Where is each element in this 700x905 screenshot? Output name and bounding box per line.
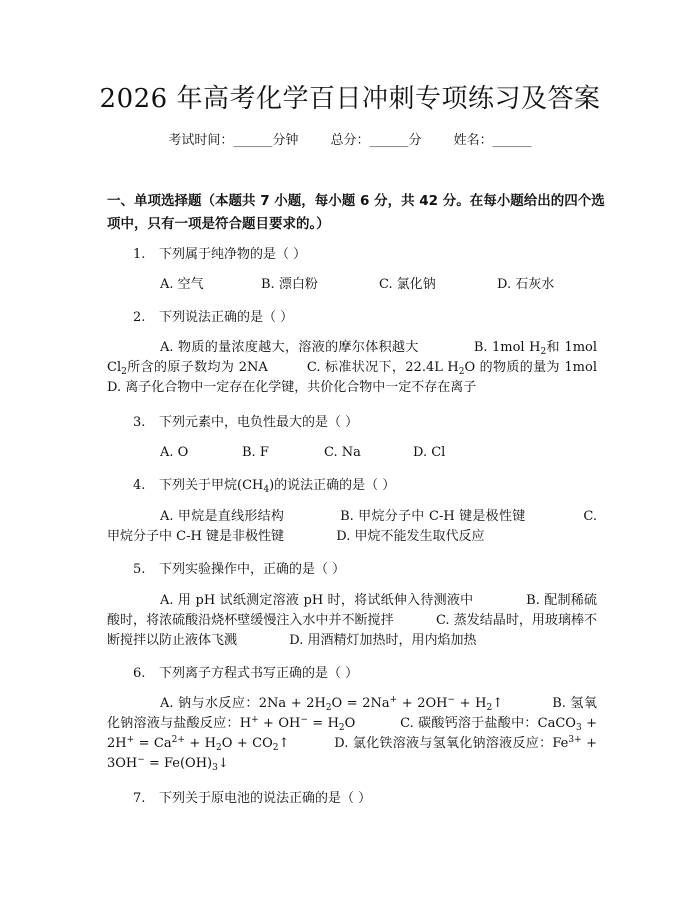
question-3	[133, 413, 358, 433]
question-2	[133, 308, 293, 328]
question-4	[133, 476, 395, 496]
name-field: 姓名：______	[453, 133, 532, 148]
exam-time-field: 考试时间：______分钟	[168, 133, 299, 148]
question-5	[133, 560, 345, 580]
option-a: A. 物质的量浓度越大，溶液的摩尔体积越大	[160, 340, 419, 355]
option-b: B. 甲烷分子中 C-H 键是极性键	[340, 509, 526, 524]
option-d: D. 甲烷不能发生取代反应	[336, 529, 485, 544]
option-a: A. 空气	[160, 277, 204, 292]
question-number: 4.	[133, 478, 146, 493]
question-number: 7.	[133, 791, 146, 806]
option-d: D. Cl	[413, 445, 446, 460]
question-number: 2.	[133, 310, 146, 325]
question-1	[133, 245, 306, 265]
question-number: 6.	[133, 666, 146, 681]
question-stem: 下列实验操作中，正确的是（ ）	[159, 562, 346, 577]
question-6	[133, 664, 358, 684]
option-c: C. 甲烷分子中 C-H 键是非极性键	[107, 509, 597, 544]
total-score-field: 总分：______分	[330, 133, 422, 148]
option-b: B. 1mol $H_2$和 1mol $Cl_2$所含的原子数均为 2NA	[107, 340, 598, 377]
option-a: A. 用 pH 试纸测定溶液 pH 时，将试纸伸入待测液中	[160, 593, 474, 608]
question-4-options	[107, 507, 597, 547]
option-c: C. 标准状况下，22.4L $H_2O$ 的物质的量为 1mol	[306, 360, 597, 377]
question-2-options	[107, 338, 597, 398]
question-stem: 下列离子方程式书写正确的是（ ）	[159, 666, 359, 681]
question-1-options	[160, 275, 554, 295]
question-stem: 下列元素中，电负性最大的是（ ）	[159, 415, 359, 430]
option-c: C. Na	[324, 445, 361, 460]
question-7	[133, 789, 371, 809]
option-b: B. F	[242, 445, 269, 460]
question-stem: 下列关于甲烷$(CH_4)$的说法正确的是（ ）	[159, 478, 396, 495]
option-a: A. 甲烷是直线形结构	[160, 509, 285, 524]
option-c: C. 氯化钠	[379, 277, 436, 292]
question-3-options	[160, 443, 445, 463]
question-number: 3.	[133, 415, 146, 430]
question-stem: 下列说法正确的是（ ）	[159, 310, 294, 325]
option-b: B. 氢氧化钠溶液与盐酸反应：$H^+ + OH^- = H_2O$	[107, 696, 597, 733]
option-d: D. 石灰水	[497, 277, 555, 292]
option-b: B. 漂白粉	[261, 277, 318, 292]
option-a: A. O	[160, 445, 189, 460]
option-a: A. 钠与水反应：$2Na + 2H_2O = 2Na^+ + 2OH^-$ + $H_2↑$	[160, 695, 504, 713]
option-b: B. 配制稀硫酸时，将浓硫酸沿烧杯壁缓慢注入水中并不断搅拌	[107, 593, 597, 628]
exam-meta	[0, 131, 700, 151]
question-stem: 下列属于纯净物的是（ ）	[159, 247, 307, 262]
question-5-options	[107, 591, 597, 651]
option-c: C. 碳酸钙溶于盐酸中：CaCO$_3$ + $2H^+ = Ca^{2+} + H_2O$ + $CO_2↑$	[107, 716, 597, 753]
question-number: 1.	[133, 247, 146, 262]
option-d: D. 氯化铁溶液与氢氧化钠溶液反应：$Fe^{3+} + 3OH^-$ = $Fe(OH)_3↓$	[107, 735, 597, 773]
option-d: D. 离子化合物中一定存在化学键，共价化合物中一定不存在离子	[107, 380, 477, 395]
page-title: 2026 年高考化学百日冲刺专项练习及答案	[99, 84, 601, 114]
option-c: C. 蒸发结晶时，用玻璃棒不断搅拌以防止液体飞溅	[107, 613, 598, 648]
section-heading: 一、单项选择题（本题共 7 小题，每小题 6 分，共 42 分。在每小题给出的四个选项中，只有一项是符合题目要求的。）	[107, 193, 605, 232]
question-6-options	[107, 694, 597, 774]
question-number: 5.	[133, 562, 146, 577]
option-d: D. 用酒精灯加热时，用内焰加热	[289, 633, 477, 648]
question-stem: 下列关于原电池的说法正确的是（ ）	[159, 791, 372, 806]
